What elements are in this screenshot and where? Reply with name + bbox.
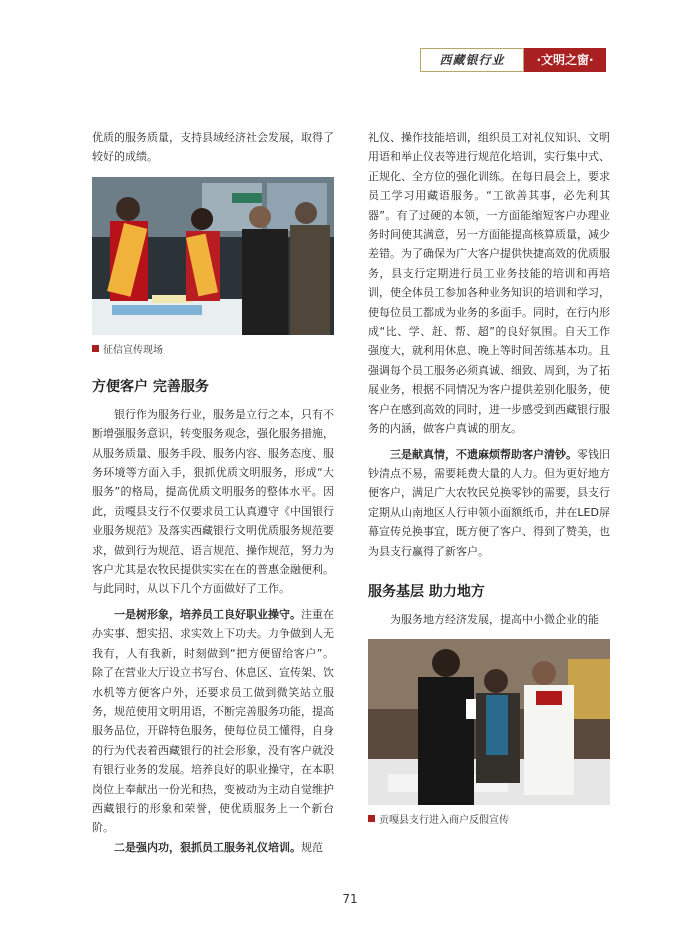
section-heading: 服务基层 助力地方 bbox=[368, 583, 485, 600]
paragraph: 优质的服务质量，支持县域经济社会发展，取得了较好的成绩。 bbox=[92, 131, 334, 164]
lead-phrase: 一是树形象，培养员工良好职业操守。 bbox=[114, 607, 301, 621]
paragraph bbox=[368, 445, 610, 561]
section-header-banner bbox=[420, 48, 606, 72]
caption-text: 贡嘎县支行进入商户反假宣传 bbox=[379, 815, 509, 827]
photo-caption bbox=[368, 811, 610, 826]
section-heading: 方便客户 完善服务 bbox=[92, 378, 209, 395]
page-number: 71 bbox=[342, 892, 358, 906]
photo-credit-promotion bbox=[92, 177, 334, 335]
lead-phrase: 三是献真情，不遗麻烦帮助客户清钞。 bbox=[390, 447, 577, 461]
caption-marker-icon bbox=[368, 815, 375, 822]
paragraph-text: 零钱旧钞清点不易，需要耗费大量的人力。但为更好地方便客户，满足广大农牧民兑换零钞的需要，县支行定期从山南地区人行申领小面额纸币，并在LED屏幕宣传兑换事宜，既方便了客户、得到了赞美，也为县支行赢得了新客户。 bbox=[368, 447, 610, 558]
paragraph-text: 规范 bbox=[301, 840, 323, 854]
magazine-logo: 西藏银行业 bbox=[420, 48, 524, 72]
paragraph: 银行作为服务行业，服务是立行之本，只有不断增强服务意识，转变服务观念，强化服务措施，从服务质量、服务手段、服务内容、服务态度、服务环境等方面入手，狠抓优质文明服务，形成“大服务”的格局，提高优质文明服务的整体水平。因此，贡嘎县支行不仅要求员工认真遵守《中国银行业服务规范》及落实西藏银行文明优质服务规范要求，做到行为规范、语言规范、操作规范，努力为客户尤其是农牧民提供实实在在的普惠金融便利。与此同时，从以下几个方面做好了工作。 bbox=[92, 407, 334, 596]
caption-marker-icon bbox=[92, 345, 99, 352]
left-column bbox=[92, 128, 334, 857]
paragraph: 礼仪、操作技能培训，组织员工对礼仪知识、文明用语和举止仪表等进行规范化培训，实行集中式、正规化、全方位的强化训练。在每日晨会上，要求员工学习用藏语服务。“工欲善其事，必先利其器”。有了过硬的本领，一方面能缩短客户办理业务时间使其满意，另一方面能提高核算质量，减少差错。为了确保为广大客户提供快捷高效的优质服务，县支行定期进行员工业务技能的培训和再培训，使全体员工参加各种业务知识的培训和学习，使每位员工都成为业务的多面手。同时，在行内形成“比、学、赶、帮、超”的良好氛围。自天工作强度大，就利用休息、晚上等时间苦练基本功。且强调每个员工服务必须真诚、细致、周到，为了拓展业务，根据不同情况为客户提供差别化服务，使客户在感到高效的同时，进一步感受到西藏银行服务的内涵，做客户真诚的朋友。 bbox=[368, 131, 610, 436]
photo-merchant-visit bbox=[368, 639, 610, 805]
paragraph bbox=[92, 605, 334, 838]
paragraph bbox=[92, 838, 334, 857]
paragraph: 为服务地方经济发展，提高中小微企业的能 bbox=[390, 612, 599, 626]
photo-caption bbox=[92, 341, 334, 356]
right-column bbox=[368, 128, 610, 826]
section-title-badge: ·文明之窗· bbox=[524, 48, 606, 72]
paragraph-text: 注重在办实事、想实招、求实效上下功夫。力争做到人无我有，人有我新，时刻做到“把方便留给客户”。除了在营业大厅设立书写台、休息区、宣传架、饮水机等方便客户外，还要求员工做到微笑站立服务，规范使用文明用语，不断完善服务功能，提高服务品位，开辟特色服务，使每位员工懂得，自身的行为代表着西藏银行的社会形象，没有客户就没有银行业务的发展。培养良好的职业操守，在本职岗位上奉献出一份光和热，变被动为主动自觉维护西藏银行的形象和荣誉，使优质服务上一个新台阶。 bbox=[92, 607, 334, 835]
lead-phrase: 二是强内功，狠抓员工服务礼仪培训。 bbox=[114, 840, 301, 854]
caption-text: 征信宣传现场 bbox=[103, 344, 163, 356]
